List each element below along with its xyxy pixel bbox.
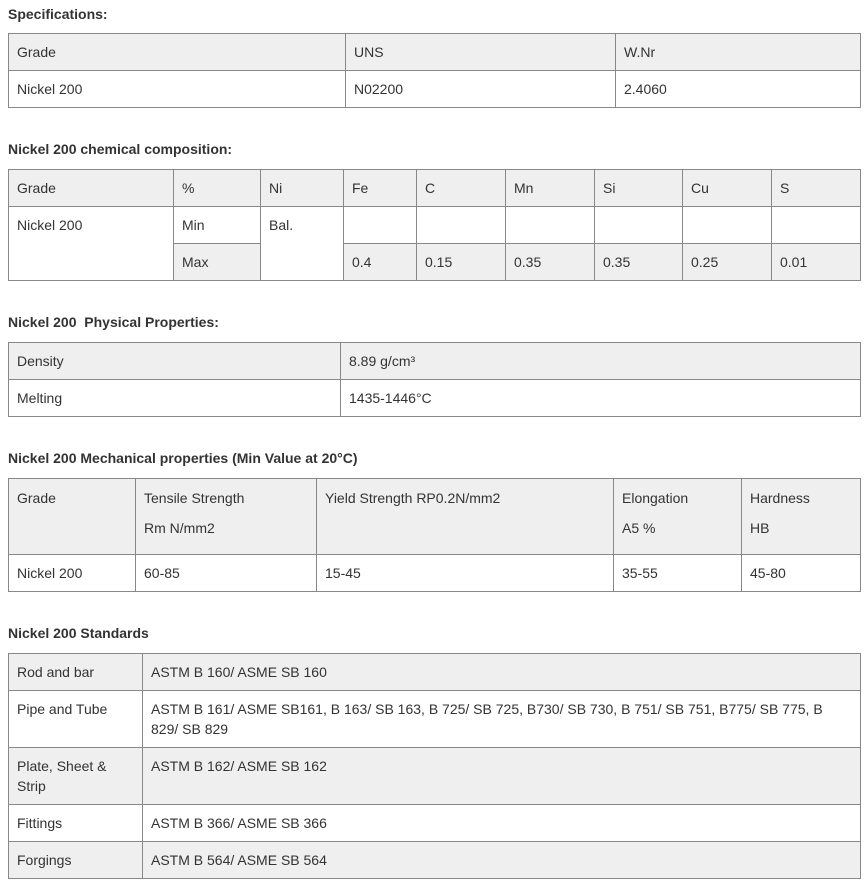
table-row bbox=[9, 343, 861, 380]
table-row bbox=[9, 71, 861, 108]
property-label: Density bbox=[9, 343, 341, 380]
property-value: 8.89 g/cm³ bbox=[341, 343, 861, 380]
header-cell bbox=[614, 479, 742, 555]
table-cell: 2.4060 bbox=[616, 71, 861, 108]
header-cell: UNS bbox=[346, 34, 616, 71]
table-cell: 0.01 bbox=[772, 244, 861, 281]
standard-label: Plate, Sheet & Strip bbox=[9, 748, 143, 805]
header-cell: S bbox=[772, 170, 861, 207]
table-row bbox=[9, 555, 861, 592]
table-header-row bbox=[9, 34, 861, 71]
table-cell: 0.35 bbox=[506, 244, 595, 281]
table-cell bbox=[344, 207, 417, 244]
header-cell bbox=[136, 479, 317, 555]
table-row bbox=[9, 805, 861, 842]
table-cell bbox=[417, 207, 506, 244]
table-row bbox=[9, 380, 861, 417]
table-cell bbox=[595, 207, 683, 244]
physical-properties-table bbox=[8, 342, 861, 417]
standard-value: ASTM B 161/ ASME SB161, B 163/ SB 163, B 725/ SB 725, B730/ SB 730, B 751/ SB 751, B775/ SB 775, B 829/ SB 829 bbox=[143, 691, 861, 748]
table-cell: 45-80 bbox=[742, 555, 861, 592]
table-cell: 35-55 bbox=[614, 555, 742, 592]
table-cell: 15-45 bbox=[317, 555, 614, 592]
max-label-cell: Max bbox=[174, 244, 261, 281]
table-cell: Nickel 200 bbox=[9, 71, 346, 108]
standard-value: ASTM B 160/ ASME SB 160 bbox=[143, 654, 861, 691]
physical-properties-heading: Nickel 200 Physical Properties: bbox=[8, 314, 219, 330]
header-cell: Cu bbox=[683, 170, 772, 207]
min-label-cell: Min bbox=[174, 207, 261, 244]
standards-heading: Nickel 200 Standards bbox=[8, 625, 149, 641]
header-cell: % bbox=[174, 170, 261, 207]
table-row bbox=[9, 748, 861, 805]
header-cell: C bbox=[417, 170, 506, 207]
header-line-1: Yield Strength RP0.2N/mm2 bbox=[325, 490, 501, 506]
header-line-1: Hardness bbox=[750, 490, 810, 506]
table-cell bbox=[772, 207, 861, 244]
header-line-2: A5 % bbox=[622, 520, 656, 536]
table-header-row bbox=[9, 479, 861, 555]
header-line-2: HB bbox=[750, 520, 770, 536]
header-cell: Fe bbox=[344, 170, 417, 207]
header-cell bbox=[317, 479, 614, 555]
standards-table bbox=[8, 653, 861, 879]
table-cell: Nickel 200 bbox=[9, 555, 136, 592]
table-row bbox=[9, 842, 861, 879]
header-cell: W.Nr bbox=[616, 34, 861, 71]
header-cell: Ni bbox=[261, 170, 344, 207]
header-line-1: Tensile Strength bbox=[144, 490, 245, 506]
grade-cell: Nickel 200 bbox=[9, 207, 174, 281]
ni-value-cell: Bal. bbox=[261, 207, 344, 281]
table-cell: 0.4 bbox=[344, 244, 417, 281]
mechanical-properties-table bbox=[8, 478, 861, 592]
table-header-row bbox=[9, 170, 861, 207]
header-cell: Grade bbox=[9, 170, 174, 207]
standard-value: ASTM B 366/ ASME SB 366 bbox=[143, 805, 861, 842]
chemical-composition-table bbox=[8, 169, 861, 281]
table-cell: 60-85 bbox=[136, 555, 317, 592]
header-cell: Grade bbox=[9, 34, 346, 71]
standard-value: ASTM B 564/ ASME SB 564 bbox=[143, 842, 861, 879]
standard-value: ASTM B 162/ ASME SB 162 bbox=[143, 748, 861, 805]
standard-label: Pipe and Tube bbox=[9, 691, 143, 748]
standard-label: Rod and bar bbox=[9, 654, 143, 691]
header-line-2: Rm N/mm2 bbox=[144, 520, 215, 536]
header-cell bbox=[742, 479, 861, 555]
table-cell: 0.15 bbox=[417, 244, 506, 281]
specifications-heading: Specifications: bbox=[8, 6, 108, 22]
table-cell bbox=[683, 207, 772, 244]
header-cell bbox=[9, 479, 136, 555]
table-row bbox=[9, 654, 861, 691]
header-line-1: Grade bbox=[17, 490, 56, 506]
standard-label: Fittings bbox=[9, 805, 143, 842]
header-line-1: Elongation bbox=[622, 490, 689, 506]
table-cell: 0.35 bbox=[595, 244, 683, 281]
table-cell bbox=[506, 207, 595, 244]
chemical-composition-heading: Nickel 200 chemical composition: bbox=[8, 141, 233, 157]
property-label: Melting bbox=[9, 380, 341, 417]
mechanical-properties-heading: Nickel 200 Mechanical properties (Min Value at 20°C) bbox=[8, 450, 358, 466]
table-row bbox=[9, 691, 861, 748]
specifications-table bbox=[8, 33, 861, 108]
header-cell: Mn bbox=[506, 170, 595, 207]
standard-label: Forgings bbox=[9, 842, 143, 879]
header-cell: Si bbox=[595, 170, 683, 207]
property-value: 1435-1446°C bbox=[341, 380, 861, 417]
table-cell: N02200 bbox=[346, 71, 616, 108]
table-cell: 0.25 bbox=[683, 244, 772, 281]
table-row bbox=[9, 207, 861, 244]
